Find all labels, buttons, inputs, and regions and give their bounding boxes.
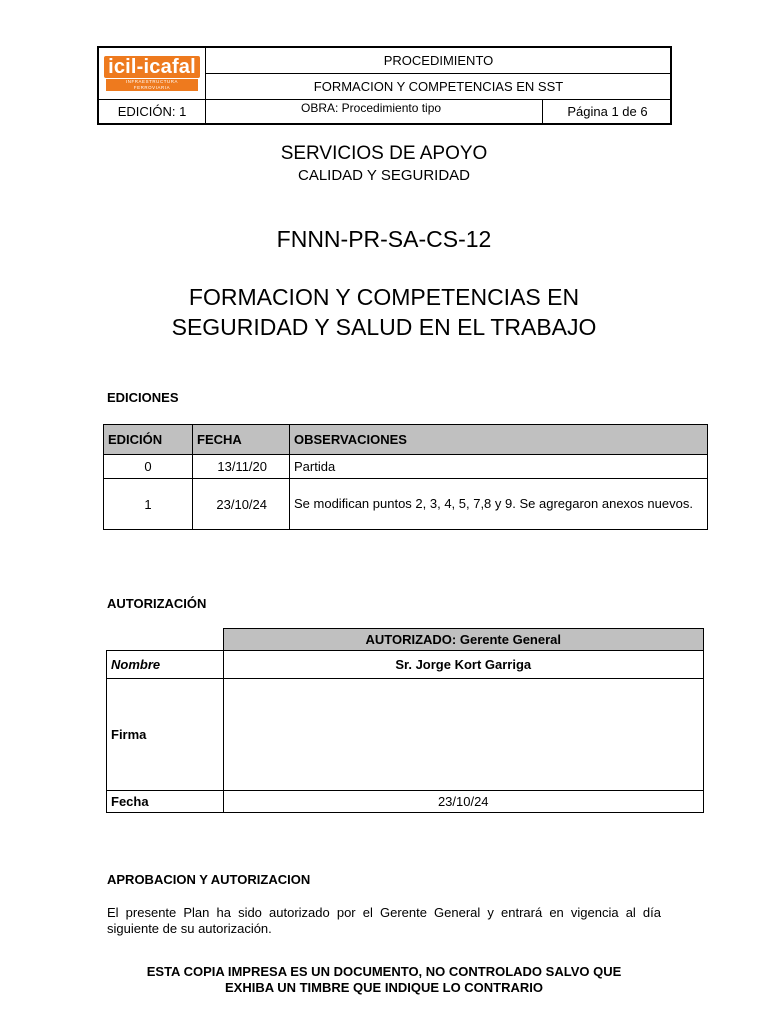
fecha-value: 23/10/24 xyxy=(223,791,704,813)
logo-text: icil-icafal xyxy=(104,56,200,78)
nombre-label: Nombre xyxy=(107,651,224,679)
ediciones-heading: EDICIONES xyxy=(107,390,179,405)
subsection-name: CALIDAD Y SEGURIDAD xyxy=(298,167,470,184)
document-header xyxy=(97,46,672,125)
cell-edicion: 0 xyxy=(104,455,193,479)
table-row xyxy=(104,479,708,530)
autorizacion-table xyxy=(106,628,704,813)
cell-observaciones: Partida xyxy=(290,455,708,479)
aprobacion-text: El presente Plan ha sido autorizado por el Gerente General y entrará en vigencia al día siguiente de su autorización. xyxy=(107,905,661,936)
autorizado-header: AUTORIZADO: Gerente General xyxy=(223,629,704,651)
doc-type: PROCEDIMIENTO xyxy=(383,53,494,68)
cell-fecha: 13/11/20 xyxy=(193,455,290,479)
ediciones-table xyxy=(103,424,708,530)
copy-notice-line1: ESTA COPIA IMPRESA ES UN DOCUMENTO, NO CONTROLADO SALVO QUE xyxy=(146,964,622,979)
cell-fecha: 23/10/24 xyxy=(193,479,290,530)
document-title-line1: FORMACION Y COMPETENCIAS EN xyxy=(188,284,580,310)
doc-title: FORMACION Y COMPETENCIAS EN SST xyxy=(313,79,564,94)
col-observaciones: OBSERVACIONES xyxy=(290,425,708,455)
logo-subtext: INFRAESTRUCTURA FERROVIARIA xyxy=(106,79,198,91)
obra-label: OBRA: Procedimiento tipo xyxy=(301,101,442,115)
firma-label: Firma xyxy=(107,679,224,791)
fecha-label: Fecha xyxy=(107,791,224,813)
copy-notice-line2: EXHIBA UN TIMBRE QUE INDIQUE LO CONTRARIO xyxy=(224,980,544,995)
edition-label: EDICIÓN: 1 xyxy=(117,104,187,119)
col-fecha: FECHA xyxy=(193,425,290,455)
company-logo xyxy=(99,48,205,99)
document-title-line2: SEGURIDAD Y SALUD EN EL TRABAJO xyxy=(171,314,597,340)
autorizacion-heading: AUTORIZACIÓN xyxy=(107,596,207,611)
firma-box xyxy=(223,679,704,791)
table-row xyxy=(104,455,708,479)
document-code: FNNN-PR-SA-CS-12 xyxy=(276,226,492,252)
cell-edicion: 1 xyxy=(104,479,193,530)
cell-observaciones: Se modifican puntos 2, 3, 4, 5, 7,8 y 9. Se agregaron anexos nuevos. xyxy=(290,479,708,530)
aprobacion-heading: APROBACION Y AUTORIZACION xyxy=(107,872,311,887)
section-name: SERVICIOS DE APOYO xyxy=(280,143,488,164)
nombre-value: Sr. Jorge Kort Garriga xyxy=(223,651,704,679)
page-number: Página 1 de 6 xyxy=(567,104,648,119)
col-edicion: EDICIÓN xyxy=(104,425,193,455)
table-header-row xyxy=(104,425,708,455)
